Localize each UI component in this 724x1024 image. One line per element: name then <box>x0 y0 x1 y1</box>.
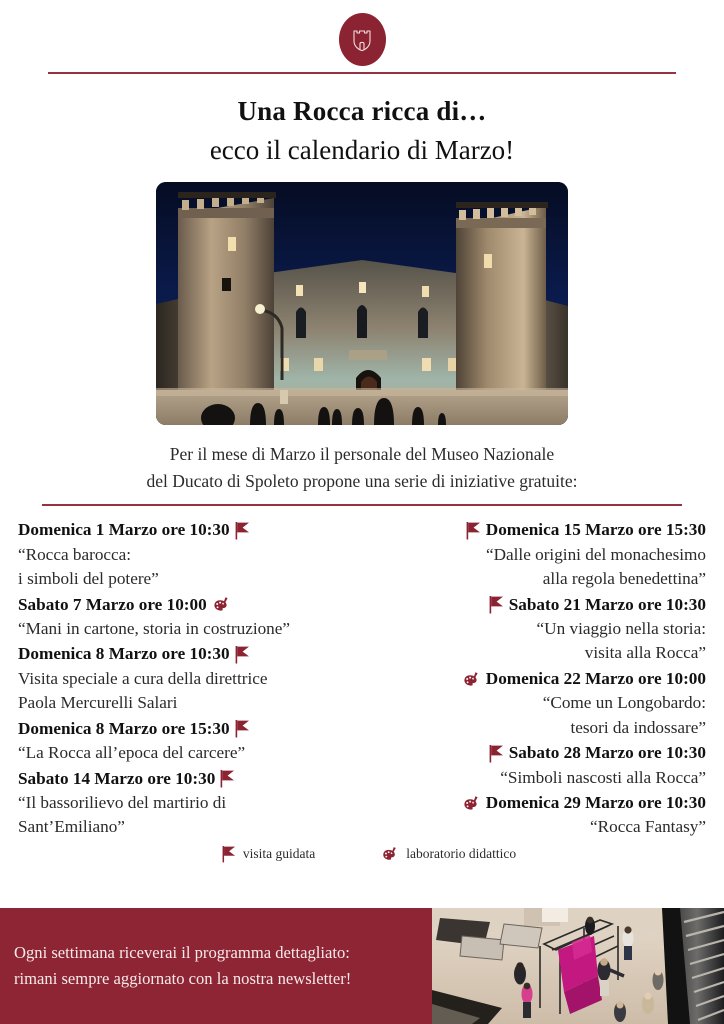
palette-icon <box>462 670 481 689</box>
flag-icon <box>235 719 250 738</box>
events-column-right <box>369 518 706 840</box>
event-title <box>369 617 706 666</box>
flag-icon <box>489 744 504 763</box>
event-date <box>369 741 706 765</box>
event-date-text: Domenica 22 Marzo ore 10:00 <box>485 668 706 688</box>
legend-label: visita guidata <box>242 845 316 861</box>
event-title-line: “Dalle origini del monachesimo <box>485 544 706 564</box>
event-date <box>18 642 355 666</box>
event-date-text: Sabato 21 Marzo ore 10:30 <box>508 594 706 614</box>
event-title <box>369 766 706 790</box>
event-item <box>369 593 706 666</box>
event-title <box>369 815 706 839</box>
legend-label: laboratorio didattico <box>406 845 517 861</box>
event-date-text: Domenica 8 Marzo ore 10:30 <box>18 644 230 664</box>
event-date <box>369 667 706 691</box>
newsletter-banner <box>0 908 724 1024</box>
flag-icon <box>235 645 250 664</box>
event-item <box>18 767 355 840</box>
newsletter-text <box>0 908 432 1024</box>
flag-icon <box>235 521 250 540</box>
event-date <box>18 717 355 741</box>
event-title <box>369 691 706 740</box>
legend-item-workshop <box>381 845 516 863</box>
legend-item-guided-tour <box>222 845 315 863</box>
events-columns <box>0 506 724 840</box>
event-date <box>369 791 706 815</box>
event-title-line: “Un viaggio nella storia: <box>536 619 706 639</box>
palette-icon <box>462 794 481 813</box>
event-title-line: “Simboli nascosti alla Rocca” <box>500 767 706 787</box>
castle-tower-shield-icon <box>351 26 373 52</box>
event-title <box>18 667 355 716</box>
event-date-text: Domenica 1 Marzo ore 10:30 <box>18 520 230 540</box>
event-title-line: alla regola benedettina” <box>542 569 706 589</box>
flag-icon <box>466 521 481 540</box>
intro-line-2: del Ducato di Spoleto propone una serie di iniziative gratuite: <box>146 470 578 491</box>
banner-photo-museum-visitors <box>432 908 724 1024</box>
event-date-text: Sabato 7 Marzo ore 10:00 <box>18 594 207 614</box>
event-title-line: Sant’Emiliano” <box>18 817 125 837</box>
flag-icon <box>489 595 504 614</box>
museum-logo <box>339 13 386 66</box>
event-title <box>18 617 355 641</box>
event-date <box>369 518 706 542</box>
flag-icon <box>222 845 236 863</box>
event-date <box>18 593 355 617</box>
legend <box>14 841 724 863</box>
newsletter-line-2: rimani sempre aggiornato con la nostra newsletter! <box>14 969 352 988</box>
event-date-text: Domenica 8 Marzo ore 15:30 <box>18 718 230 738</box>
event-title-line: “Il bassorilievo del martirio di <box>18 793 227 812</box>
divider-top <box>48 72 676 74</box>
event-title-line: tesori da indossare” <box>570 717 706 737</box>
event-title-line: “La Rocca all’epoca del carcere” <box>18 743 246 763</box>
event-title-line: “Mani in cartone, storia in costruzione” <box>18 619 291 639</box>
event-title <box>369 543 706 592</box>
event-title <box>18 741 355 765</box>
flag-icon <box>220 769 235 788</box>
page-title <box>0 74 724 168</box>
event-date <box>18 767 355 791</box>
event-item <box>369 741 706 790</box>
event-item <box>18 642 355 715</box>
event-item <box>369 667 706 740</box>
event-title-line: “Rocca barocca: <box>18 544 132 564</box>
event-date-text: Sabato 28 Marzo ore 10:30 <box>508 743 706 763</box>
event-title-line: “Rocca Fantasy” <box>590 817 706 837</box>
headline-line-1: Una Rocca ricca di… <box>237 96 487 126</box>
divider-middle <box>42 504 682 506</box>
event-date-text: Domenica 15 Marzo ore 15:30 <box>485 520 706 540</box>
event-date <box>18 518 355 542</box>
event-title-line: “Come un Longobardo: <box>542 693 706 713</box>
event-title-line: visita alla Rocca” <box>584 643 706 663</box>
events-column-left <box>18 518 355 840</box>
event-date-text: Sabato 14 Marzo ore 10:30 <box>18 768 216 788</box>
headline-line-2: ecco il calendario di Marzo! <box>209 134 515 165</box>
hero-photo-rocca-night <box>156 182 568 425</box>
event-item <box>18 518 355 591</box>
palette-icon <box>212 595 231 614</box>
event-title <box>18 791 355 840</box>
event-item <box>18 593 355 642</box>
event-item <box>369 791 706 840</box>
event-date-text: Domenica 29 Marzo ore 10:30 <box>485 793 706 812</box>
palette-icon <box>381 845 399 863</box>
event-title-line: Paola Mercurelli Salari <box>18 693 178 713</box>
newsletter-line-1: Ogni settimana riceverai il programma dettagliato: <box>14 942 350 962</box>
intro-line-1: Per il mese di Marzo il personale del Museo Nazionale <box>169 444 555 465</box>
intro-text <box>0 425 724 494</box>
event-title-line: Visita speciale a cura della direttrice <box>18 668 268 688</box>
hero-photo-wrap <box>0 168 724 425</box>
event-title <box>18 543 355 592</box>
event-item <box>369 518 706 591</box>
logo-row <box>0 0 724 66</box>
event-title-line: i simboli del potere” <box>18 569 159 589</box>
event-item <box>18 717 355 766</box>
event-date <box>369 593 706 617</box>
